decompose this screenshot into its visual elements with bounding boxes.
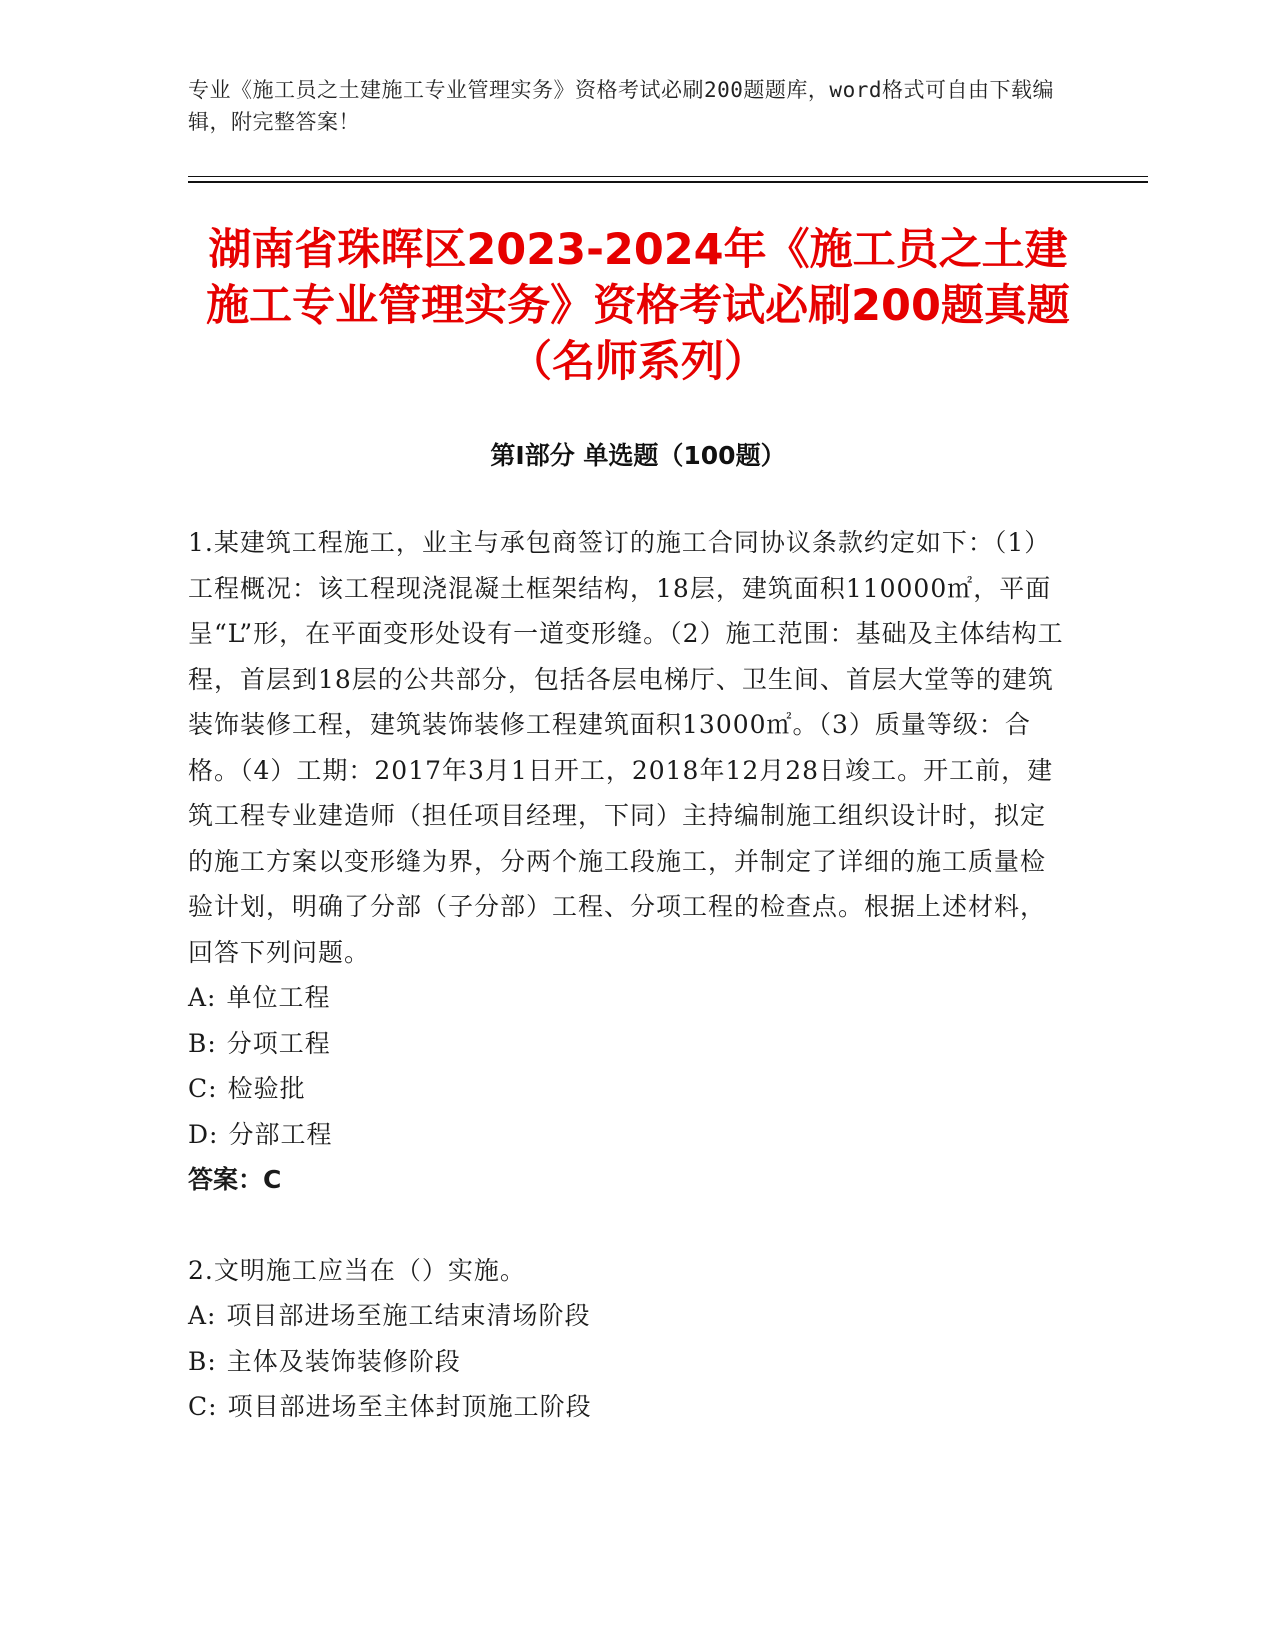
question-stem: 2.文明施工应当在（）实施。: [188, 1255, 526, 1285]
option-letter: A:: [188, 1301, 217, 1330]
option-c: [188, 1384, 1068, 1430]
question-spacer: [188, 1203, 1068, 1248]
option-letter: A:: [188, 983, 217, 1012]
option-text: 单位工程: [226, 983, 331, 1012]
option-b: [188, 1021, 1068, 1067]
option-text: 项目部进场至施工结束清场阶段: [226, 1301, 591, 1330]
option-letter: B:: [188, 1028, 217, 1058]
option-letter: B:: [188, 1346, 217, 1376]
option-letter: C:: [188, 1392, 218, 1421]
option-text: 主体及装饰装修阶段: [226, 1346, 461, 1376]
section-heading: 第I部分 单选题（100题）: [490, 441, 786, 470]
question-2: [188, 1248, 1068, 1430]
header-note: 专业《施工员之土建施工专业管理实务》资格考试必刷200题题库，word格式可自由下载编辑，附完整答案！: [188, 78, 1054, 134]
header-divider-thin: [188, 176, 1148, 177]
answer-text: 答案：C: [188, 1165, 282, 1194]
option-letter: C:: [188, 1074, 218, 1103]
question-1: [188, 520, 1068, 1203]
option-b: [188, 1339, 1068, 1385]
option-text: 项目部进场至主体封顶施工阶段: [227, 1392, 592, 1421]
option-a: [188, 975, 1068, 1021]
option-text: 检验批: [227, 1074, 306, 1103]
document-title: 湖南省珠晖区2023-2024年《施工员之土建施工专业管理实务》资格考试必刷200题真题（名师系列）: [206, 225, 1070, 387]
option-a: [188, 1293, 1068, 1339]
option-d: [188, 1112, 1068, 1158]
question-stem: 1.某建筑工程施工，业主与承包商签订的施工合同协议条款约定如下：（1）工程概况：该工程现浇混凝土框架结构，18层，建筑面积110000㎡，平面呈“L”形，在平面变形处设有一道变形缝。（2）施工范围：基础及主体结构工程，首层到18层的公共部分，包括各层电梯厅、卫生间、首层大堂等的建筑装饰装修工程，建筑装饰装修工程建筑面积13000㎡。（3）质量等级：合格。（4）工期：2017年3月1日开工，2018年12月28日竣工。开工前，建筑工程专业建造师（担任项目经理，下同）主持编制施工组织设计时，拟定的施工方案以变形缝为界，分两个施工段施工，并制定了详细的施工质量检验计划，明确了分部（子分部）工程、分项工程的检查点。根据上述材料，回答下列问题。: [188, 528, 1064, 967]
option-letter: D:: [188, 1119, 219, 1149]
option-c: [188, 1066, 1068, 1112]
header-divider-thick: [188, 181, 1148, 183]
question-list: [188, 520, 1068, 1430]
option-text: 分部工程: [228, 1119, 333, 1149]
option-text: 分项工程: [226, 1028, 331, 1058]
